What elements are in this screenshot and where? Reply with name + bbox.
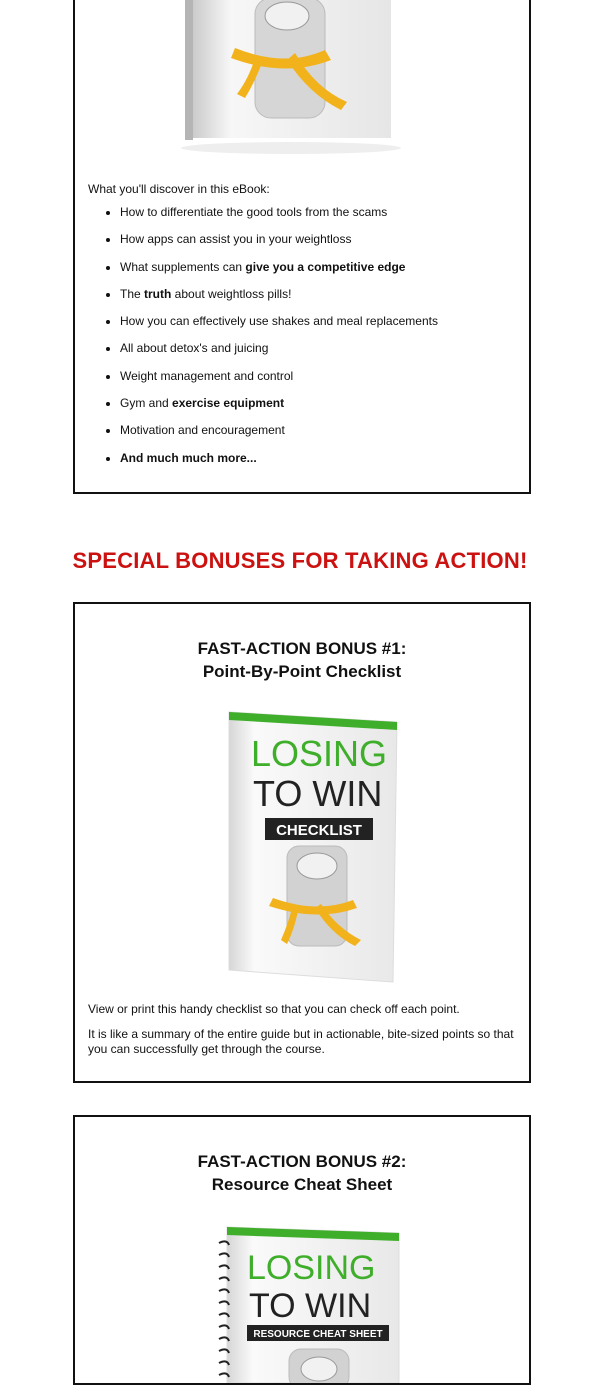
list-item: • And much much more...	[120, 448, 438, 475]
list-item: • All about detox's and juicing	[120, 338, 438, 365]
checklist-cover-image	[221, 708, 401, 988]
bonus-1-desc-1: View or print this handy checklist so that you can check off each point.	[88, 1002, 460, 1016]
cover-title-line1: LOSING	[251, 733, 388, 774]
list-item: • How you can effectively use shakes and meal replacements	[120, 311, 438, 338]
cover-title-line1: LOSING	[247, 1249, 376, 1287]
discover-intro: What you'll discover in this eBook:	[88, 182, 270, 196]
bonus-1-desc-2: It is like a summary of the entire guide but in actionable, bite-sized points so that you can successfully get through the course.	[88, 1027, 514, 1056]
bonus-2-heading-line1: FAST-ACTION BONUS #2:	[197, 1152, 407, 1171]
cover-tag: CHECKLIST	[276, 822, 362, 839]
list-item: • What supplements can give you a competitive edge	[120, 257, 438, 284]
cheat-sheet-cover-image	[213, 1223, 403, 1383]
bonus-1-description	[88, 1002, 518, 1067]
cover-title-line2: TO WIN	[253, 773, 383, 814]
feature-list	[104, 202, 438, 475]
bonus-2-heading-line2: Resource Cheat Sheet	[211, 1175, 393, 1194]
bonuses-title: SPECIAL BONUSES FOR TAKING ACTION!	[72, 548, 528, 573]
ebook-cover-image	[175, 0, 415, 158]
cover-title-line2: TO WIN	[249, 1287, 372, 1325]
bonus-1-heading-line1: FAST-ACTION BONUS #1:	[197, 639, 407, 658]
list-item: • How apps can assist you in your weightloss	[120, 229, 438, 256]
bonus-2-box	[73, 1115, 531, 1385]
cover-tag: RESOURCE CHEAT SHEET	[253, 1329, 383, 1340]
bonus-1-box	[73, 602, 531, 1083]
list-item: • The truth about weightloss pills!	[120, 284, 438, 311]
list-item: • Gym and exercise equipment	[120, 393, 438, 420]
list-item: • How to differentiate the good tools from the scams	[120, 202, 438, 229]
list-item: • Weight management and control	[120, 366, 438, 393]
list-item: • Motivation and encouragement	[120, 420, 438, 447]
main-product-box	[73, 0, 531, 494]
bonus-1-heading	[75, 637, 529, 683]
bonus-1-heading-line2: Point-By-Point Checklist	[202, 662, 402, 681]
bonus-2-heading	[75, 1150, 529, 1196]
